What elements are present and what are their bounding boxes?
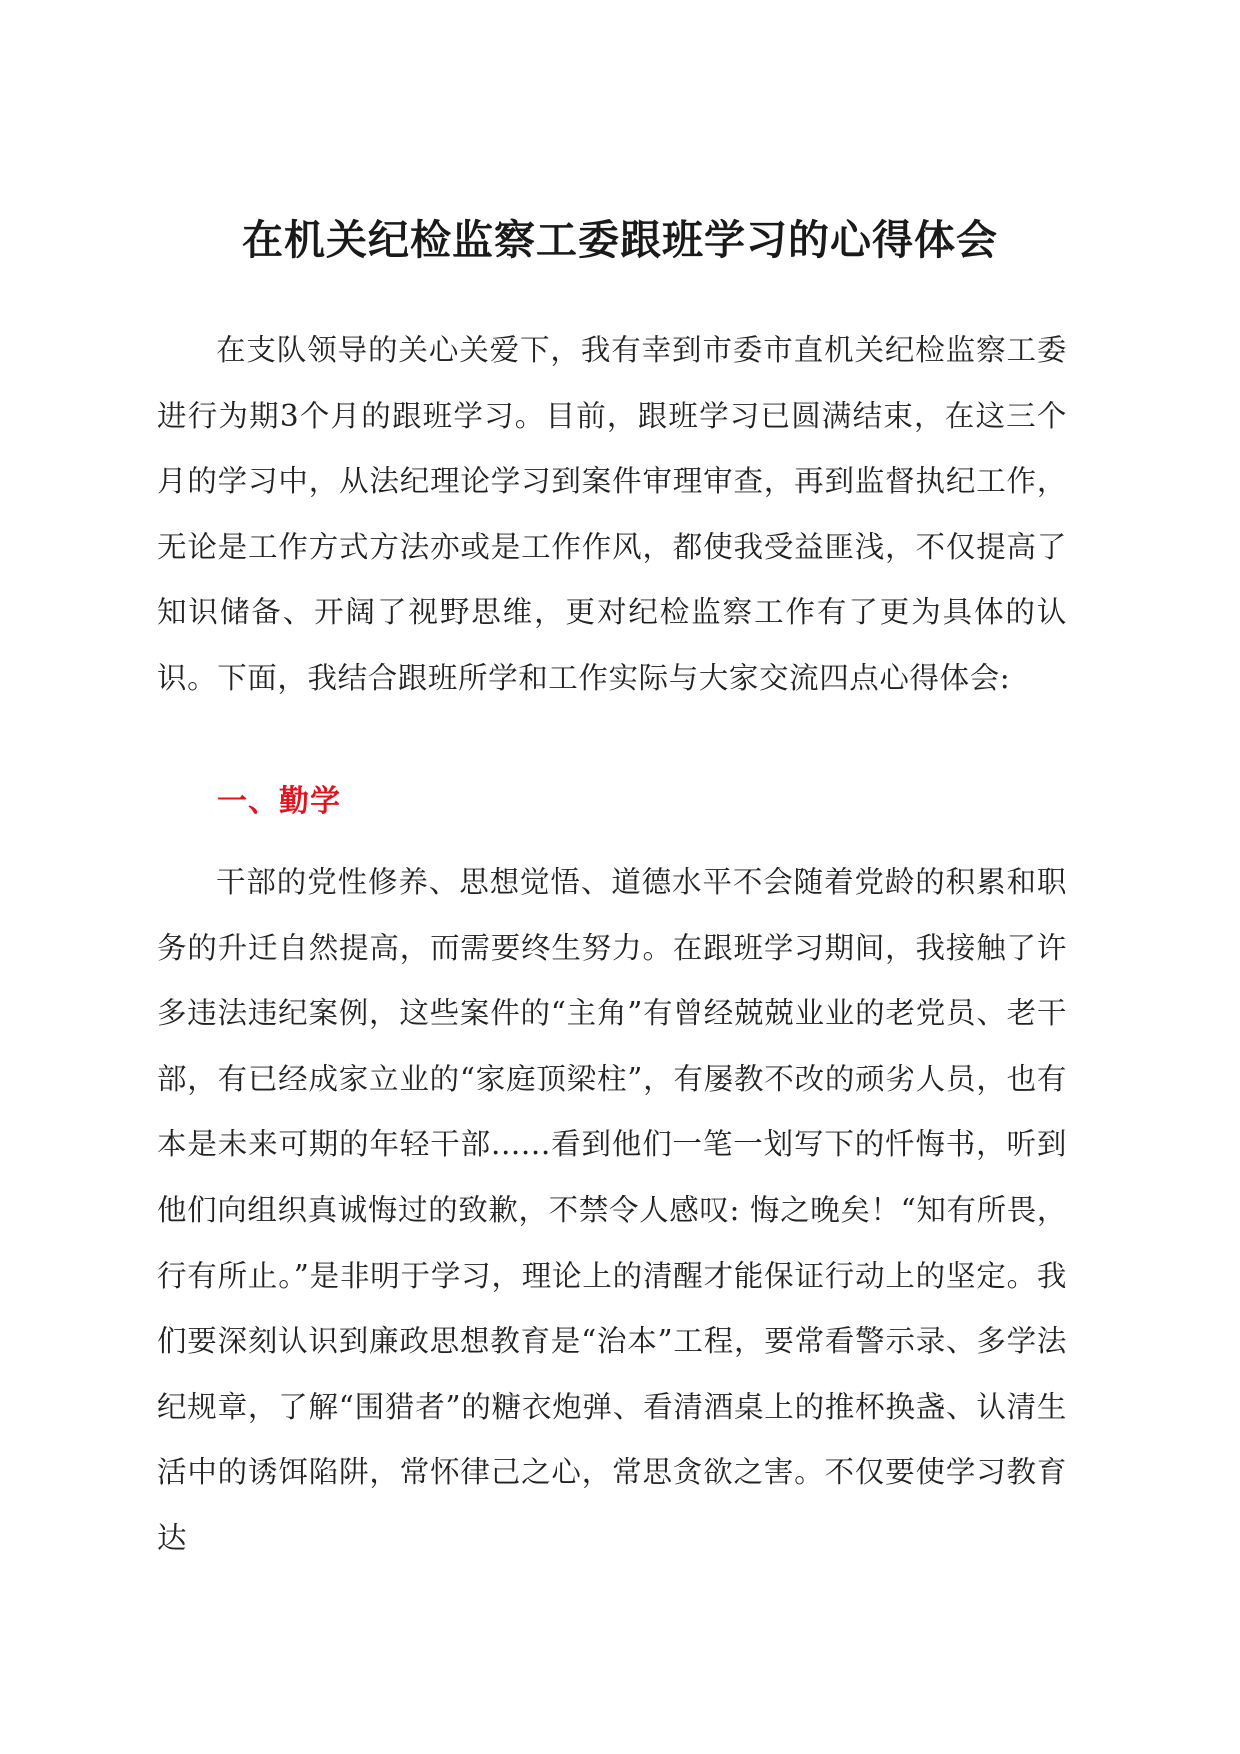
- intro-paragraph: 在支队领导的关心关爱下，我有幸到市委市直机关纪检监察工委进行为期3个月的跟班学习。目前，跟班学习已圆满结束，在这三个月的学习中，从法纪理论学习到案件审理审查，再到监督执纪工作，无论是工作方式方法亦或是工作作风，都使我受益匪浅，不仅提高了知识储备、开阔了视野思维，更对纪检监察工作有了更为具体的认识。下面，我结合跟班所学和工作实际与大家交流四点心得体会:: [157, 333, 1067, 695]
- section-heading-qinxue: 一、勤学: [217, 784, 341, 819]
- document-title: 在机关纪检监察工委跟班学习的心得体会: [242, 216, 998, 264]
- section-1-paragraph: 干部的党性修养、思想觉悟、道德水平不会随着党龄的积累和职务的升迁自然提高，而需要终生努力。在跟班学习期间，我接触了许多违法违纪案例，这些案件的“主角”有曾经兢兢业业的老党员、老干部，有已经成家立业的“家庭顶梁柱”，有屡教不改的顽劣人员，也有本是未来可期的年轻干部......看到他们一笔一划写下的忏悔书，听到他们向组织真诚悔过的致歉，不禁令人感叹: 悔之晚矣！“知有所畏，行有所止。”是非明于学习，理论上的清醒才能保证行动上的坚定。我们要深刻认识到廉政思想教育是“治本”工程，要常看警示录、多学法纪规章，了解“围猎者”的糖衣炮弹、看清酒桌上的推杯换盏、认清生活中的诱饵陷阱，常怀律己之心，常思贪欲之害。不仅要使学习教育达: [157, 865, 1067, 1555]
